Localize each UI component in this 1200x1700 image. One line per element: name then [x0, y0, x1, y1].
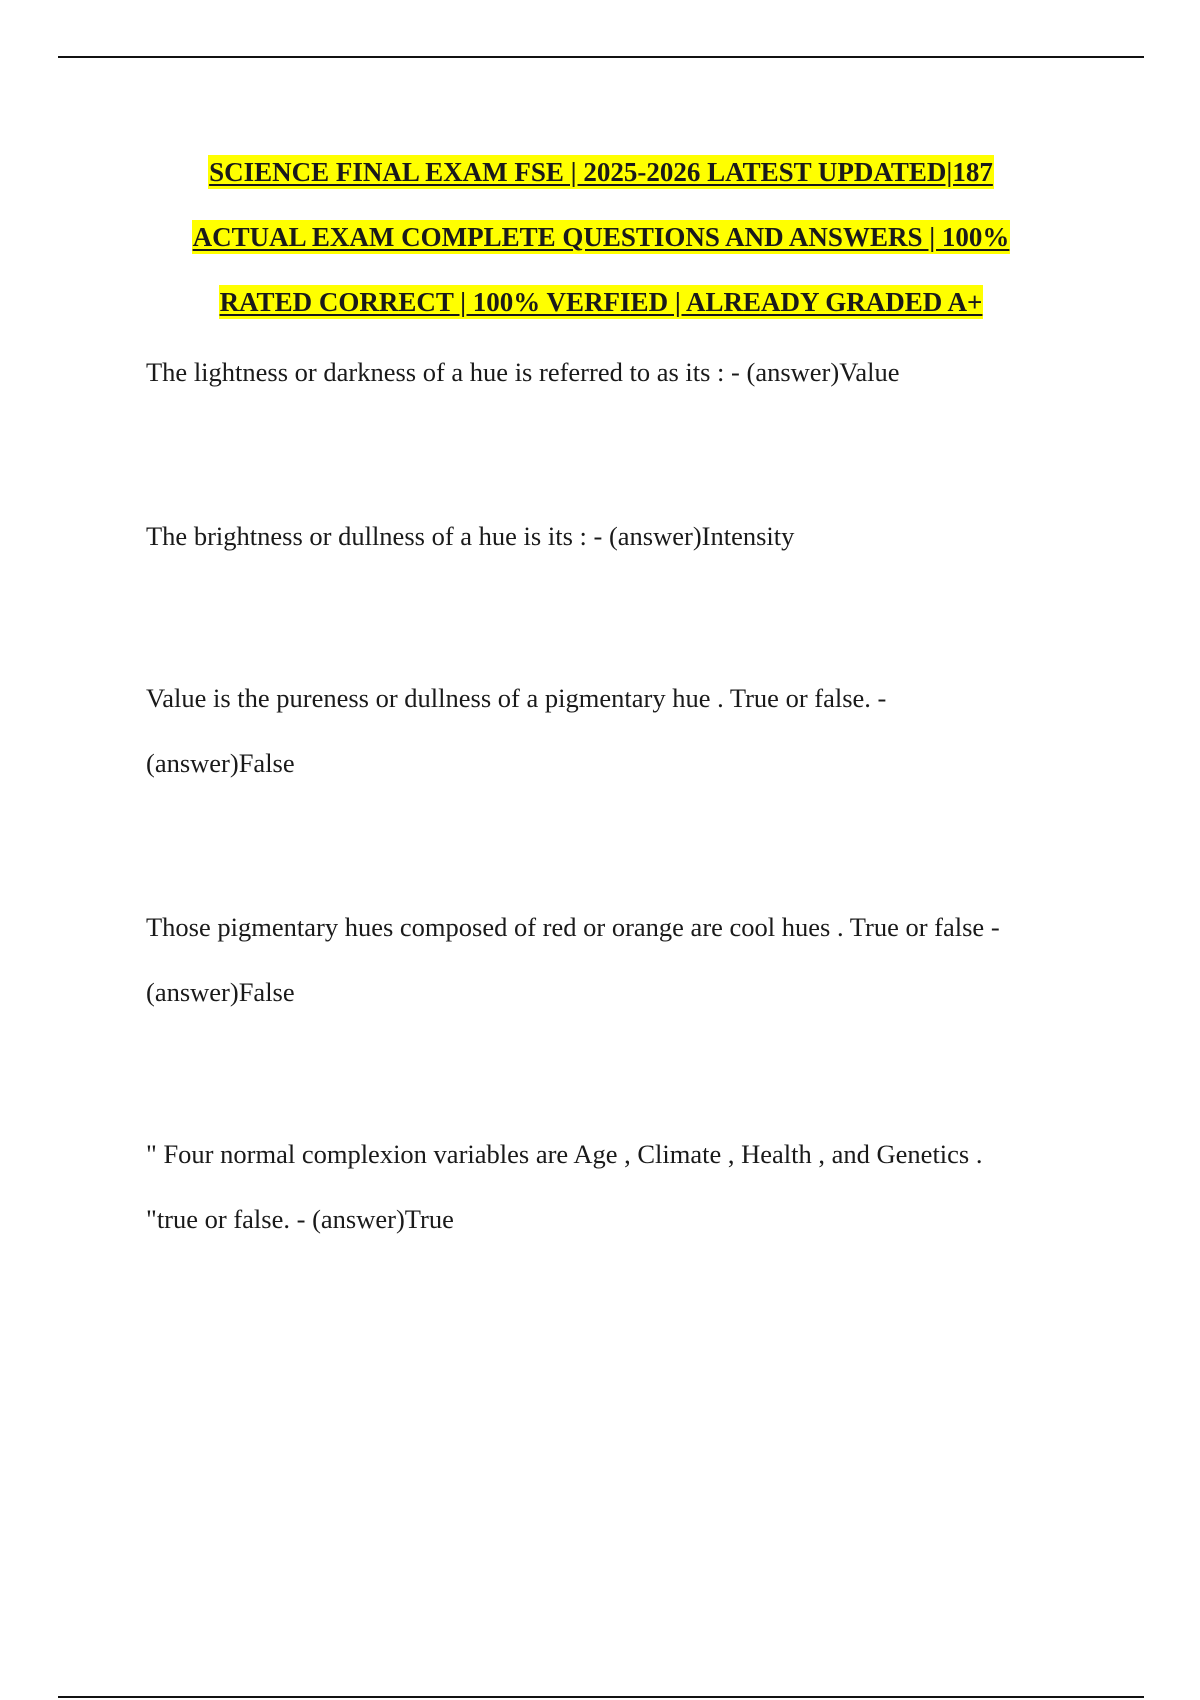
- qa-item-1-line-1: The lightness or darkness of a hue is referred to as its : - (answer)Value: [146, 357, 900, 387]
- qa-item-2: [146, 504, 1096, 569]
- qa-item-5-line-1: " Four normal complexion variables are Age , Climate , Health , and Genetics .: [146, 1139, 983, 1169]
- qa-item-2-line-1: The brightness or dullness of a hue is its : - (answer)Intensity: [146, 521, 795, 551]
- title-line-1: SCIENCE FINAL EXAM FSE | 2025-2026 LATEST UPDATED|187: [209, 157, 993, 187]
- qa-item-5: [146, 1122, 1096, 1252]
- title-line-2: ACTUAL EXAM COMPLETE QUESTIONS AND ANSWERS | 100%: [192, 222, 1010, 252]
- qa-item-4-line-2: (answer)False: [146, 977, 295, 1007]
- top-rule: [58, 56, 1144, 58]
- title-line-3: RATED CORRECT | 100% VERFIED | ALREADY GRADED A+: [219, 287, 983, 317]
- bottom-rule: [58, 1696, 1144, 1698]
- document-title: [58, 140, 1144, 335]
- qa-item-3: [146, 666, 1096, 796]
- qa-item-1: [146, 340, 1096, 405]
- qa-item-5-line-2: "true or false. - (answer)True: [146, 1204, 454, 1234]
- qa-item-4-line-1: Those pigmentary hues composed of red or orange are cool hues . True or false -: [146, 912, 1000, 942]
- qa-item-3-line-1: Value is the pureness or dullness of a pigmentary hue . True or false. -: [146, 683, 887, 713]
- qa-item-4: [146, 895, 1096, 1025]
- qa-item-3-line-2: (answer)False: [146, 748, 295, 778]
